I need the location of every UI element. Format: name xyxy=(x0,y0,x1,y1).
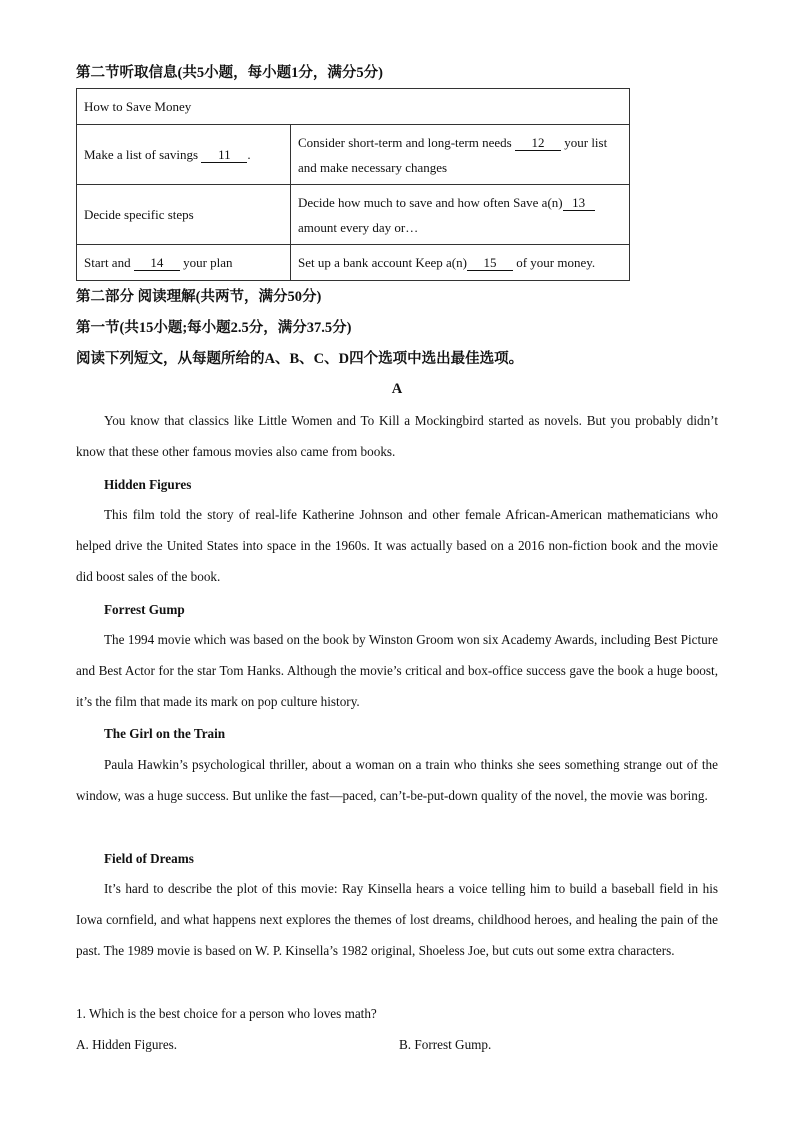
movie-text-hidden-figures: This film told the story of real-life Katherine Johnson and other female African-American mathematicians who helped drive the United States into space in the 1960s. It was actually based on a 2016 non-fiction book and the movie did boost sales of the book. xyxy=(76,507,718,585)
table-row xyxy=(77,185,630,245)
passage-intro: You know that classics like Little Women and To Kill a Mockingbird started as novels. But you probably didn’t know that these other famous movies also came from books. xyxy=(76,413,718,460)
table-cell-right xyxy=(291,125,630,185)
question-1-option-a[interactable]: A. Hidden Figures. xyxy=(76,1037,178,1052)
cell-text: of your money. xyxy=(512,255,596,270)
table-cell-left: Decide specific steps xyxy=(77,185,291,245)
cell-text: Decide how much to save and how often Save a(n) xyxy=(298,194,563,210)
cell-text: Start and xyxy=(84,255,134,270)
reading-section-heading: 第一节(共15小题;每小题2.5分，满分37.5分) xyxy=(76,320,352,336)
table-title: How to Save Money xyxy=(77,89,630,125)
reading-part-heading: 第二部分 阅读理解(共两节，满分50分) xyxy=(76,289,322,305)
movie-title-girl-on-the-train: The Girl on the Train xyxy=(104,726,226,741)
reading-instruction: 阅读下列短文，从每题所给的A、B、C、D四个选项中选出最佳选项。 xyxy=(76,351,524,367)
movie-title-field-of-dreams: Field of Dreams xyxy=(104,851,194,866)
table-cell-left xyxy=(77,245,291,281)
passage-letter: A xyxy=(391,381,403,397)
table-row xyxy=(77,245,630,281)
table-cell-right xyxy=(291,245,630,281)
movie-title-forrest-gump: Forrest Gump xyxy=(104,602,185,617)
how-to-save-money-table xyxy=(76,88,630,281)
movie-text-field-of-dreams: It’s hard to describe the plot of this movie: Ray Kinsella hears a voice telling him to build a baseball field in his Iowa cornfield, and what happens next explores the themes of lost dreams, childhood heroes, and healing the pain of the past. The 1989 movie is based on W. P. Kinsella’s 1982 original, Shoeless Joe, but cuts out some extra characters. xyxy=(76,881,718,959)
movie-title-hidden-figures: Hidden Figures xyxy=(104,477,192,492)
answer-blank-11[interactable]: 11 xyxy=(201,147,247,163)
listening-section-heading: 第二节听取信息(共5小题，每小题1分，满分5分) xyxy=(76,65,383,81)
answer-blank-14[interactable]: 14 xyxy=(134,255,180,271)
table-cell-right xyxy=(291,185,630,245)
movie-text-forrest-gump: The 1994 movie which was based on the book by Winston Groom won six Academy Awards, including Best Picture and Best Actor for the star Tom Hanks. Although the movie’s critical and box-office success gave the book a huge boost, it’s the film that made its mark on pop culture history. xyxy=(76,632,718,710)
answer-blank-15[interactable]: 15 xyxy=(467,255,513,271)
cell-text: Make a list of savings xyxy=(84,147,202,162)
cell-text: your plan xyxy=(179,255,233,270)
movie-text-girl-on-the-train: Paula Hawkin’s psychological thriller, about a woman on a train who thinks she sees something strange out of the window, was a huge success. But unlike the fast—paced, can’t-be-put-down quality of the novel, the movie was boring. xyxy=(76,757,718,804)
question-1-stem: 1. Which is the best choice for a person who loves math? xyxy=(76,1006,377,1021)
answer-blank-13[interactable]: 13 xyxy=(563,195,595,211)
cell-text: Consider short-term and long-term needs xyxy=(298,134,515,150)
cell-text: your list and make necessary changes xyxy=(298,134,608,175)
cell-text: Set up a bank account Keep a(n) xyxy=(298,255,467,270)
cell-text: amount every day or… xyxy=(298,219,419,235)
question-1-option-b[interactable]: B. Forrest Gump. xyxy=(399,1037,492,1052)
cell-text: . xyxy=(247,147,251,162)
table-cell-left xyxy=(77,125,291,185)
table-title-row xyxy=(77,89,630,125)
answer-blank-12[interactable]: 12 xyxy=(515,135,561,151)
table-row xyxy=(77,125,630,185)
